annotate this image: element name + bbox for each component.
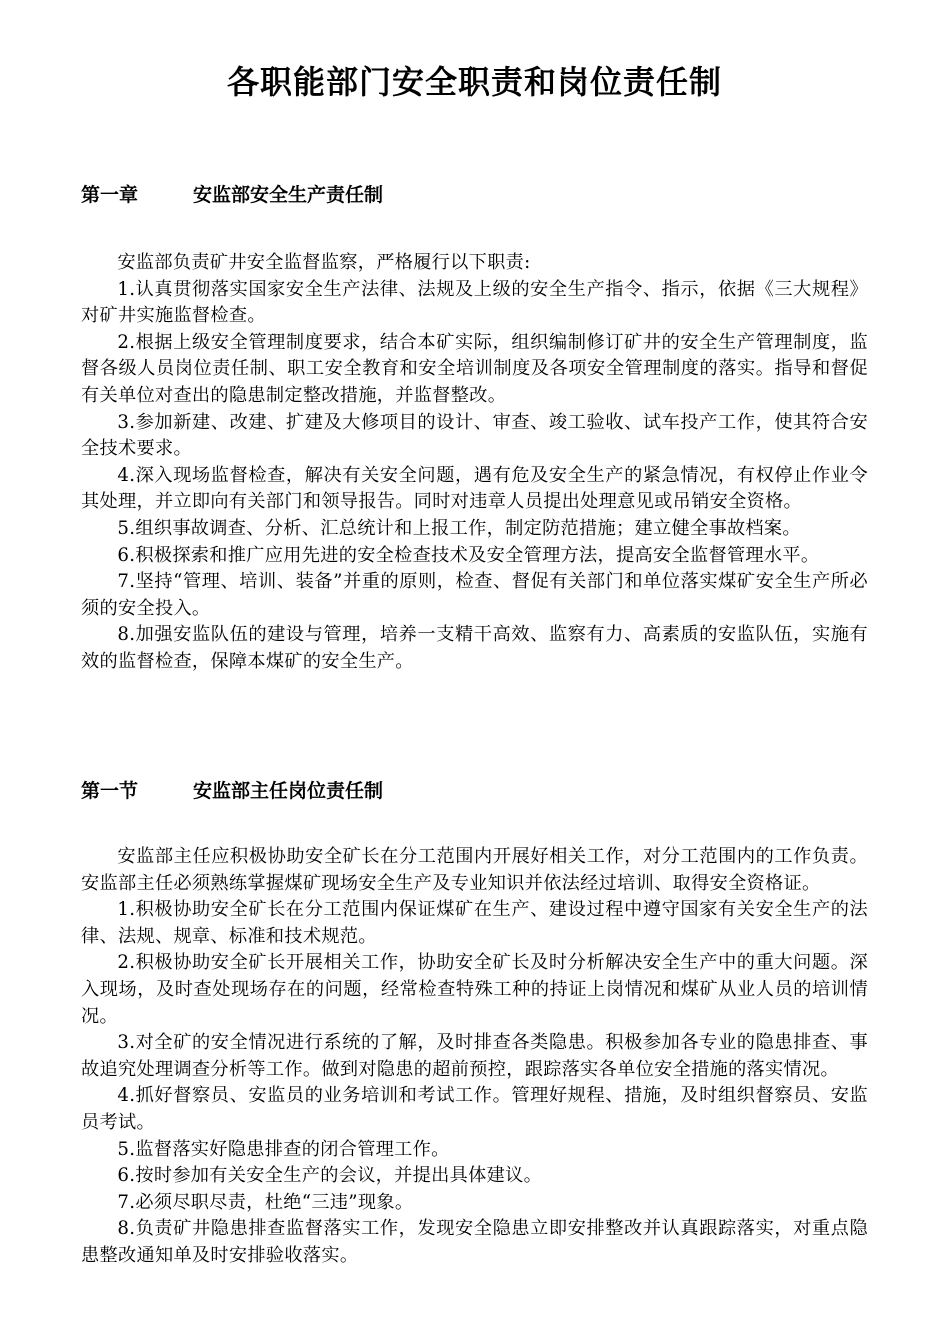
- chapter-number: 第一章: [81, 184, 139, 206]
- section-item: 7.必须尽职尽责，杜绝“三违”现象。: [117, 1191, 414, 1213]
- section-body: [81, 844, 868, 1270]
- section-item: 4.抓好督察员、安监员的业务培训和考试工作。管理好规程、措施，及时组织督察员、安监员考试。: [81, 1085, 868, 1133]
- chapter-item: 1.认真贯彻落实国家安全生产法律、法规及上级的安全生产指令、指示，依据《三大规程》对矿井实施监督检查。: [81, 278, 868, 327]
- section-item: 3.对全矿的安全情况进行系统的了解，及时排查各类隐患。积极参加各专业的隐患排查、事故追究处理调查分析等工作。做到对隐患的超前预控，跟踪落实各单位安全措施的落实情况。: [81, 1032, 868, 1080]
- section-item: 5.监督落实好隐患排查的闭合管理工作。: [117, 1138, 450, 1160]
- chapter-title: 安监部安全生产责任制: [193, 184, 384, 206]
- section-item: 1.积极协助安全矿长在分工范围内保证煤矿在生产、建设过程中遵守国家有关安全生产的法律、法规、规章、标准和技术规范。: [81, 899, 868, 947]
- chapter-item: 5.组织事故调查、分析、汇总统计和上报工作，制定防范措施；建立健全事故档案。: [117, 517, 801, 539]
- section-item: 2.积极协助安全矿长开展相关工作，协助安全矿长及时分析解决安全生产中的重大问题。深入现场，及时查处现场存在的问题，经常检查特殊工种的持证上岗情况和煤矿从业人员的培训情况。: [81, 952, 868, 1027]
- chapter-item: 2.根据上级安全管理制度要求，结合本矿实际，组织编制修订矿井的安全生产管理制度，监督各级人员岗位责任制、职工安全教育和安全培训制度及各项安全管理制度的落实。指导和督促有关单位对查出的隐患制定整改措施，并监督整改。: [81, 331, 868, 406]
- section-title: 安监部主任岗位责任制: [193, 780, 384, 802]
- chapter-body: [81, 250, 868, 676]
- chapter-item: 4.深入现场监督检查，解决有关安全问题，遇有危及安全生产的紧急情况，有权停止作业令其处理，并立即向有关部门和领导报告。同时对违章人员提出处理意见或吊销安全资格。: [81, 464, 868, 513]
- chapter-heading: [81, 181, 868, 209]
- section-heading: [81, 777, 868, 805]
- document-title: 各职能部门安全职责和岗位责任制: [226, 63, 722, 101]
- chapter-item: 3.参加新建、改建、扩建及大修项目的设计、审查、竣工验收、试车投产工作，使其符合安全技术要求。: [81, 411, 868, 460]
- chapter-item: 8.加强安监队伍的建设与管理，培养一支精干高效、监察有力、高素质的安监队伍，实施有效的监督检查，保障本煤矿的安全生产。: [81, 624, 868, 672]
- section-number: 第一节: [81, 780, 139, 802]
- chapter-item: 6.积极探索和推广应用先进的安全检查技术及安全管理方法，提高安全监督管理水平。: [117, 544, 820, 566]
- chapter-intro: 安监部负责矿井安全监督监察，严格履行以下职责:: [117, 252, 531, 273]
- chapter-item: 7.坚持“管理、培训、装备”并重的原则，检查、督促有关部门和单位落实煤矿安全生产所必须的安全投入。: [81, 571, 868, 619]
- section-item: 6.按时参加有关安全生产的会议，并提出具体建议。: [117, 1165, 543, 1187]
- section-item: 8.负责矿井隐患排查监督落实工作，发现安全隐患立即安排整改并认真跟踪落实，对重点隐患整改通知单及时安排验收落实。: [81, 1218, 868, 1266]
- section-intro: 安监部主任应积极协助安全矿长在分工范围内开展好相关工作，对分工范围内的工作负责。安监部主任必须熟练掌握煤矿现场安全生产及专业知识并依法经过培训、取得安全资格证。: [81, 846, 868, 894]
